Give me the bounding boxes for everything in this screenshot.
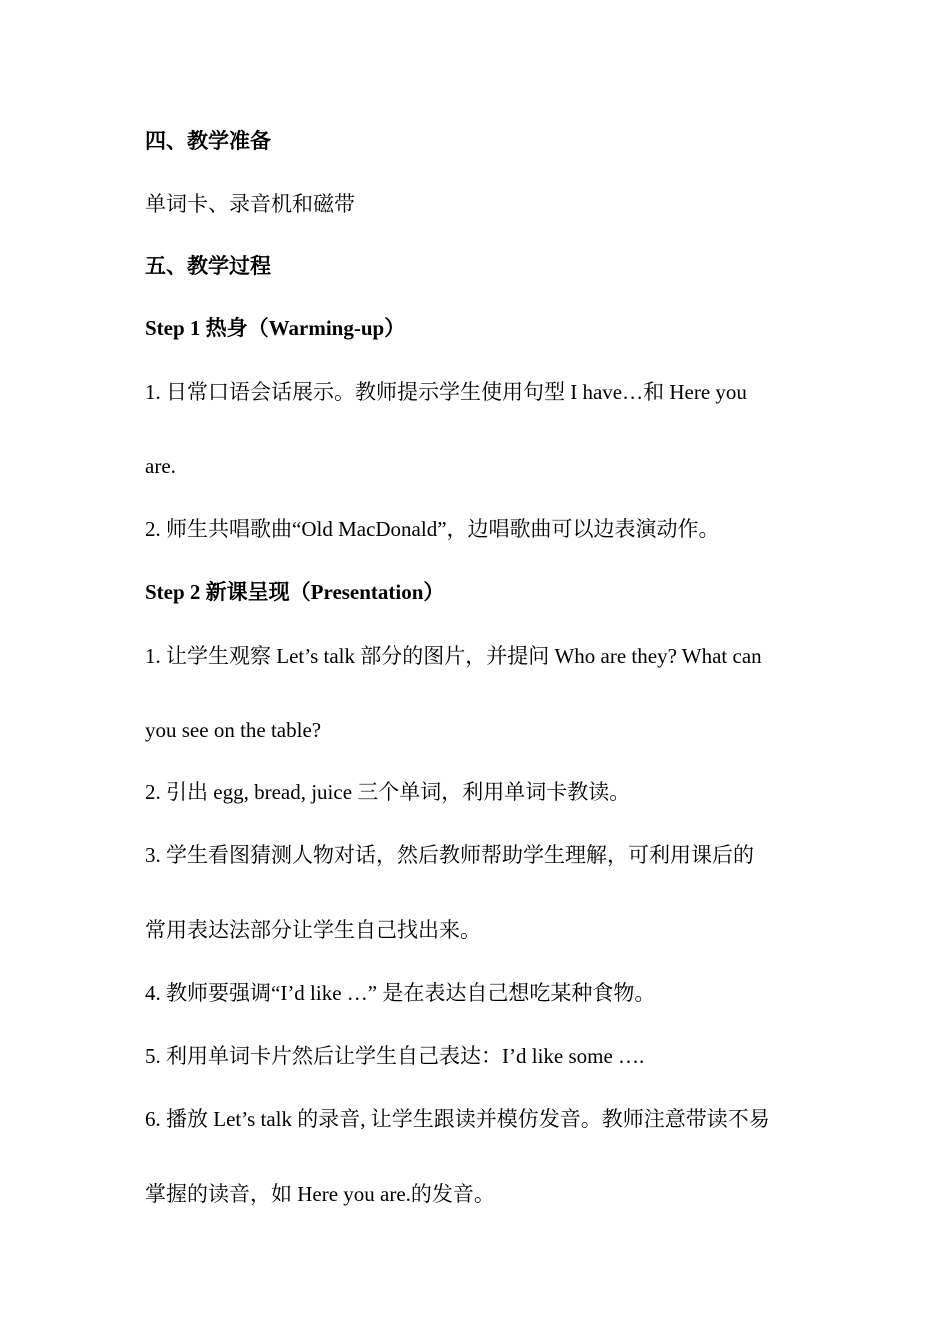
step-2-item-4: 4. 教师要强调“I’d like …” 是在表达自己想吃某种食物。: [145, 981, 656, 1005]
step-1-item-1-line-1: 1. 日常口语会话展示。教师提示学生使用句型 I have…和 Here you: [145, 380, 747, 404]
step-2-item-3-line-1: 3. 学生看图猜测人物对话，然后教师帮助学生理解，可利用课后的: [145, 843, 754, 867]
step-2-item-6-line-2: 掌握的读音，如 Here you are.的发音。: [145, 1182, 495, 1206]
step-1-heading: Step 1 热身（Warming-up）: [145, 316, 406, 340]
section-5-heading: 五、教学过程: [145, 254, 271, 278]
step-2-item-5: 5. 利用单词卡片然后让学生自己表达：I’d like some ….: [145, 1044, 645, 1068]
section-4-heading: 四、教学准备: [145, 129, 271, 153]
step-2-item-1-line-2: you see on the table?: [145, 718, 322, 742]
section-4-body: 单词卡、录音机和磁带: [145, 192, 355, 216]
step-2-item-2: 2. 引出 egg, bread, juice 三个单词，利用单词卡教读。: [145, 780, 631, 804]
step-2-item-3-line-2: 常用表达法部分让学生自己找出来。: [145, 918, 481, 942]
step-2-item-1-line-1: 1. 让学生观察 Let’s talk 部分的图片，并提问 Who are they? What can: [145, 644, 762, 668]
step-2-item-6-line-1: 6. 播放 Let’s talk 的录音, 让学生跟读并模仿发音。教师注意带读不易: [145, 1107, 770, 1131]
step-2-heading: Step 2 新课呈现（Presentation）: [145, 580, 445, 604]
step-1-item-1-line-2: are.: [145, 454, 176, 478]
step-1-item-2: 2. 师生共唱歌曲“Old MacDonald”，边唱歌曲可以边表演动作。: [145, 517, 720, 541]
